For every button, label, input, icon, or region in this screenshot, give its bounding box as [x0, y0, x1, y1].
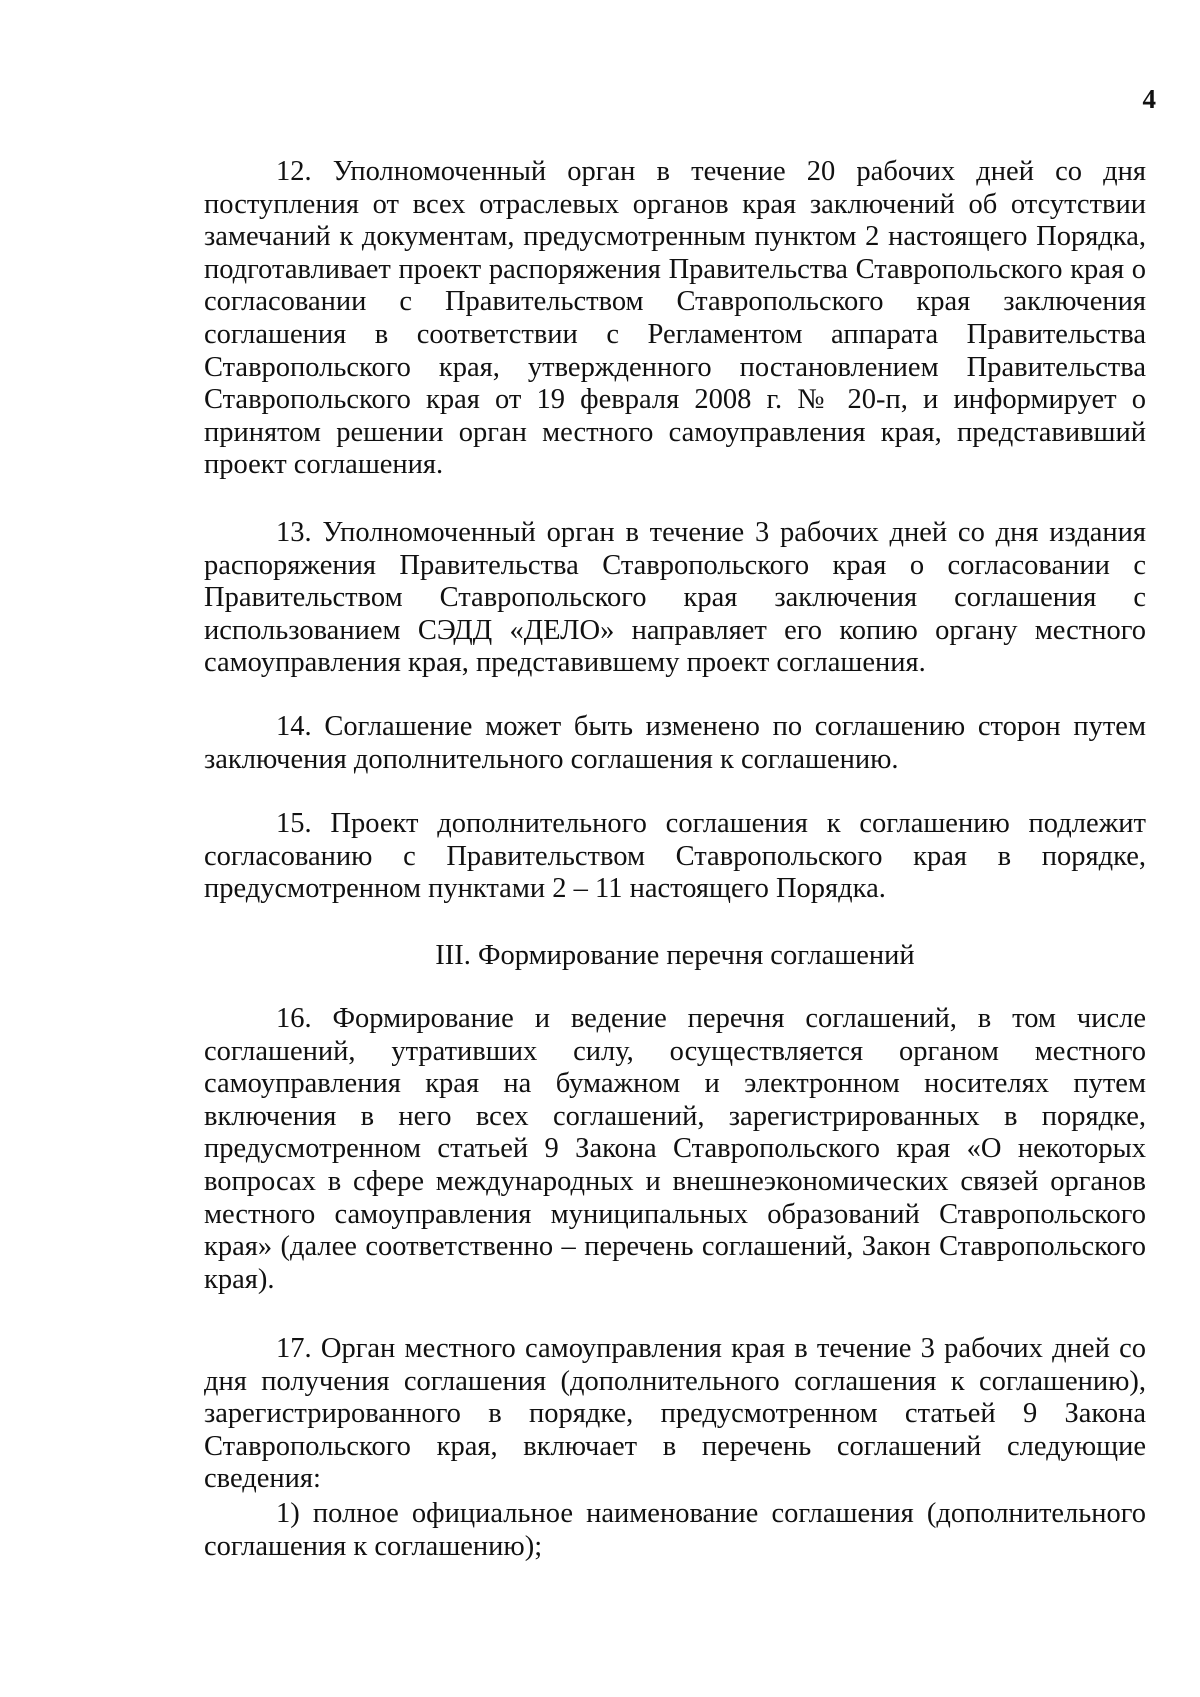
page-number: 4: [1142, 84, 1156, 114]
paragraph-15: 15. Проект дополнительного соглашения к соглашению подлежит согласованию с Правительством Ставропольского края в порядке, предусмотренном пунктами 2 – 11 настоящего Порядка.: [204, 808, 1146, 905]
paragraph-17: 17. Орган местного самоуправления края в течение 3 рабочих дней со дня получения соглашения (дополнительного соглашения к соглашению), зарегистрированного в порядке, предусмотренном статьей 9 Закона Ставропольского края, включает в перечень соглашений следующие сведения:: [204, 1333, 1146, 1495]
paragraph-12: 12. Уполномоченный орган в течение 20 рабочих дней со дня поступления от всех отраслевых органов края заключений об отсутствии замечаний к документам, предусмотренным пунктом 2 настоящего Порядка, подготавливает проект распоряжения Правительства Ставропольского края о согласовании с Правительством Ставропольского края заключения соглашения в соответствии с Регламентом аппарата Правительства Ставропольского края, утвержденного постановлением Правительства Ставропольского края от 19 февраля 2008 г. № 20-п, и информирует о принятом решении орган местного самоуправления края, представивший проект соглашения.: [204, 156, 1146, 481]
paragraph-13: 13. Уполномоченный орган в течение 3 рабочих дней со дня издания распоряжения Правительства Ставропольского края о согласовании с Правительством Ставропольского края заключения соглашения с использованием СЭДД «ДЕЛО» направляет его копию органу местного самоуправления края, представившему проект соглашения.: [204, 517, 1146, 679]
paragraph-16: 16. Формирование и ведение перечня соглашений, в том числе соглашений, утративших силу, осуществляется органом местного самоуправления края на бумажном и электронном носителях путем включения в него всех соглашений, зарегистрированных в порядке, предусмотренном статьей 9 Закона Ставропольского края «О некоторых вопросах в сфере международных и внешнеэкономических связей органов местного самоуправления муниципальных образований Ставропольского края» (далее соответственно – перечень соглашений, Закон Ставропольского края).: [204, 1003, 1146, 1295]
section-heading: III. Формирование перечня соглашений: [435, 940, 915, 971]
list-item: 1) полное официальное наименование соглашения (дополнительного соглашения к соглашению);: [204, 1498, 1146, 1562]
paragraph-14: 14. Соглашение может быть изменено по соглашению сторон путем заключения дополнительного соглашения к соглашению.: [204, 711, 1146, 775]
